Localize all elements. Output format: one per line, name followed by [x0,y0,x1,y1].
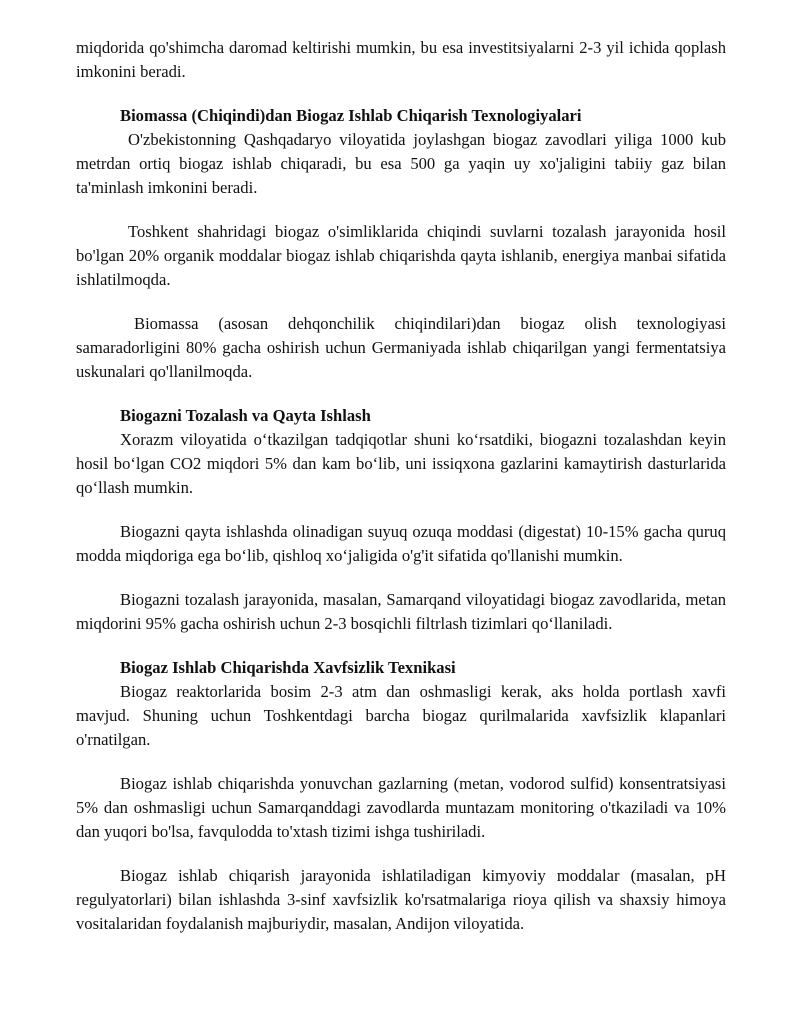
document-page [76,36,726,936]
paragraph-kimyoviy: Biogaz ishlab chiqarish jarayonida ishlatiladigan kimyoviy moddalar (masalan, pH regulyatorlari) bilan ishlashda 3-sinf xavfsizlik ko'rsatmalariga rioya qilish va shaxsiy himoya vositalaridan foydalanish majburiydir, masalan, Andijon viloyatida. [76,866,726,933]
paragraph-qashqadaryo: O'zbekistonning Qashqadaryo viloyatida joylashgan biogaz zavodlari yiliga 1000 kub metrdan ortiq biogaz ishlab chiqaradi, bu esa 500 ga yaqin uy xo'jaligini tabiiy gaz bilan ta'minlash imkonini beradi. [76,130,726,197]
section-heading-tozalash: Biogazni Tozalash va Qayta Ishlash [120,406,371,425]
paragraph-digestat: Biogazni qayta ishlashda olinadigan suyuq ozuqa moddasi (digestat) 10-15% gacha quruq modda miqdoriga ega boʻlib, qishloq xoʻjaligida o'g'it sifatida qo'llanishi mumkin. [76,522,726,565]
paragraph-xorazm: Xorazm viloyatida oʻtkazilgan tadqiqotlar shuni koʻrsatdiki, biogazni tozalashdan keyin hosil boʻlgan CO2 miqdori 5% dan kam boʻlib, uni issiqxona gazlarini kamaytirish dasturlarida qoʻllash mumkin. [76,430,726,497]
paragraph-bosim: Biogaz reaktorlarida bosim 2-3 atm dan oshmasligi kerak, aks holda portlash xavfi mavjud. Shuning uchun Toshkentdagi barcha biogaz qurilmalarida xavfsizlik klapanlari o'rnatilgan. [76,682,726,749]
section-heading-biomassa: Biomassa (Chiqindi)dan Biogaz Ishlab Chiqarish Texnologiyalari [120,106,582,125]
paragraph-samarqand: Biogazni tozalash jarayonida, masalan, Samarqand viloyatidagi biogaz zavodlarida, metan miqdorini 95% gacha oshirish uchun 2-3 bosqichli filtrlash tizimlari qoʻllaniladi. [76,590,726,633]
paragraph-toshkent: Toshkent shahridagi biogaz o'simliklarida chiqindi suvlarni tozalash jarayonida hosil bo'lgan 20% organik moddalar biogaz ishlab chiqarishda qayta ishlanib, energiya manbai sifatida ishlatilmoqda. [76,222,726,289]
paragraph-1: miqdorida qo'shimcha daromad keltirishi mumkin, bu esa investitsiyalarni 2-3 yil ichida qoplash imkonini beradi. [76,38,726,81]
section-heading-xavfsizlik: Biogaz Ishlab Chiqarishda Xavfsizlik Texnikasi [120,658,456,677]
paragraph-germaniya: Biomassa (asosan dehqonchilik chiqindilari)dan biogaz olish texnologiyasi samaradorligini 80% gacha oshirish uchun Germaniyada ishlab chiqarilgan yangi fermentatsiya uskunalari qo'llanilmoqda. [76,314,726,381]
paragraph-monitoring: Biogaz ishlab chiqarishda yonuvchan gazlarning (metan, vodorod sulfid) konsentratsiyasi 5% dan oshmasligi uchun Samarqanddagi zavodlarda muntazam monitoring o'tkaziladi va 10% dan yuqori bo'lsa, favqulodda to'xtash tizimi ishga tushiriladi. [76,774,726,841]
